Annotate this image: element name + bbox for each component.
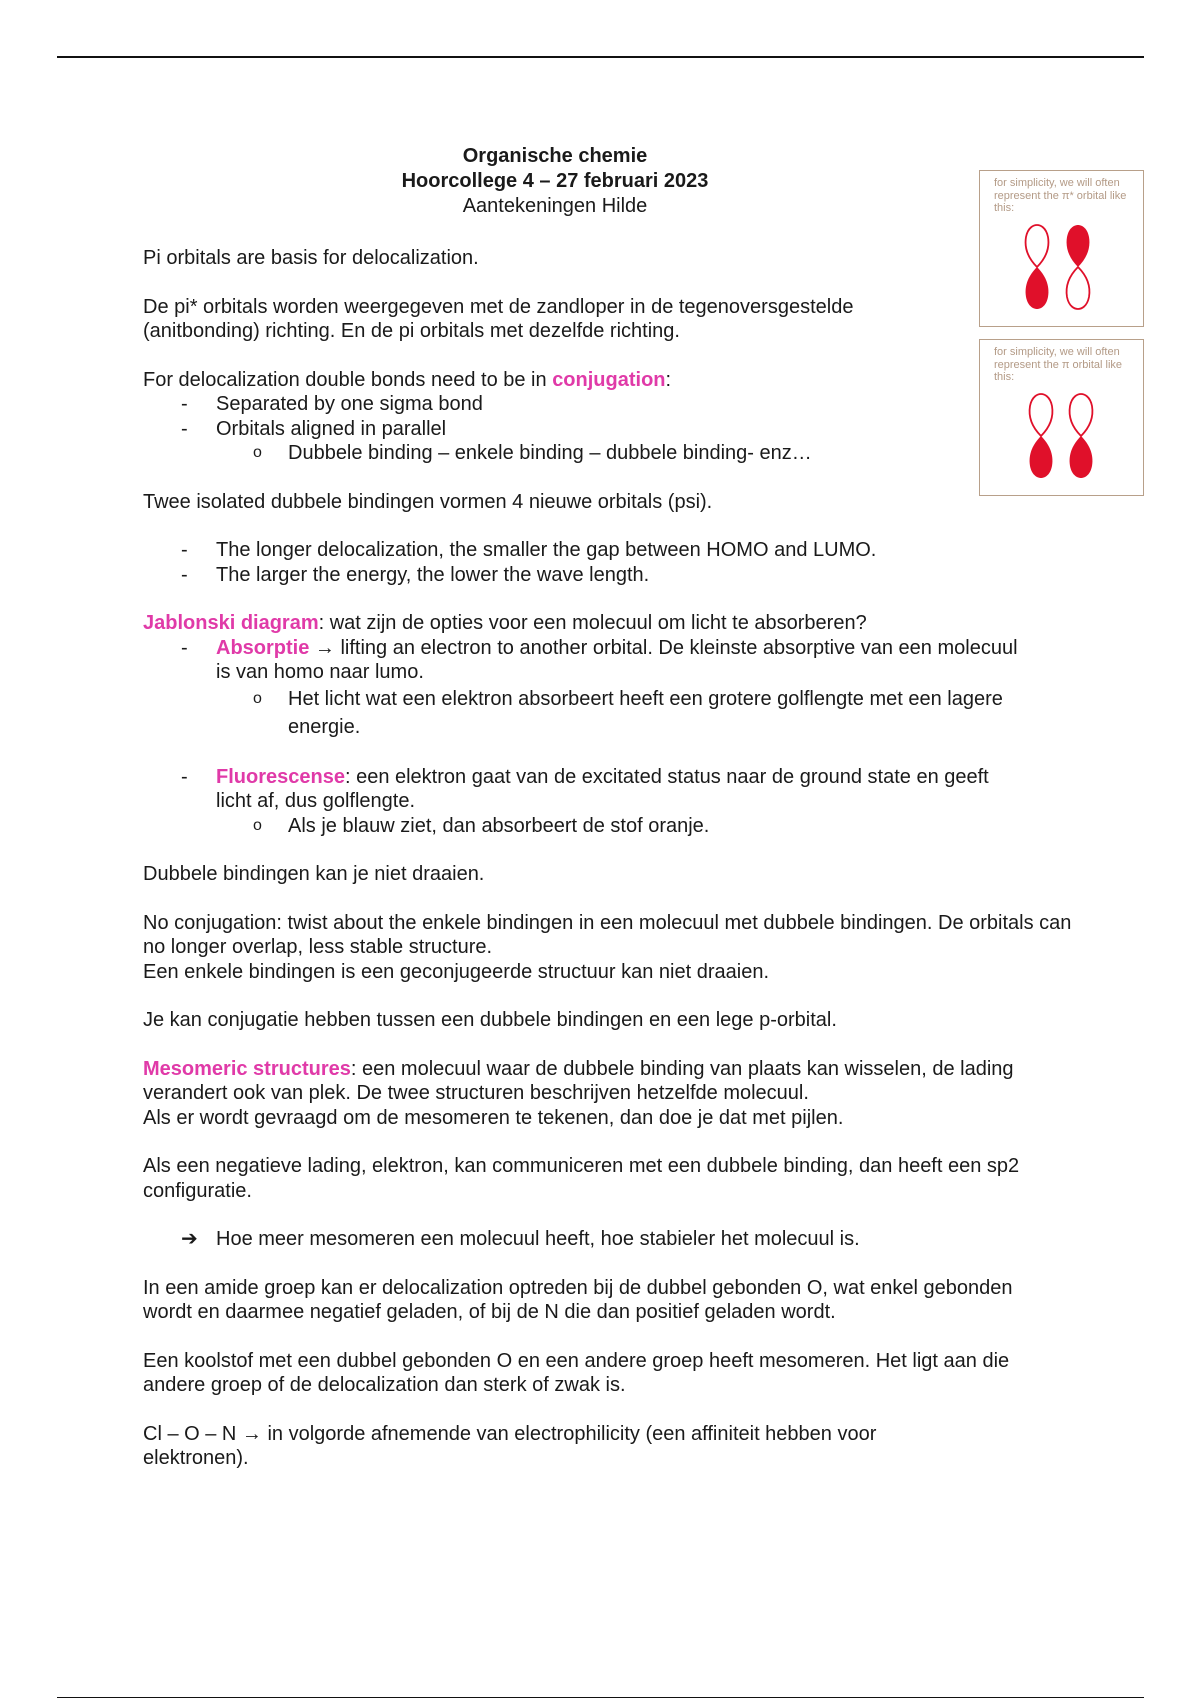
list-item-text: Dubbele binding – enkele binding – dubbele binding- enz… [288, 442, 812, 464]
highlight-term: Jablonski diagram [143, 612, 319, 634]
paragraph: In een amide groep kan er delocalization optreden bij de dubbel gebonden O, wat enkel gebonden wordt en daarmee negatief geladen, of bij de N die dan positief geladen wordt. [143, 1276, 1013, 1323]
circle-marker: o [253, 816, 262, 834]
paragraph: De pi* orbitals worden weergegeven met de zandloper in de tegenoversgestelde (anitbonding) richting. En de pi orbitals met dezelfde richting. [143, 295, 854, 342]
paragraph: Twee isolated dubbele bindingen vormen 4 nieuwe orbitals (psi). [143, 490, 713, 513]
list-item [143, 538, 1073, 563]
text: → lifting an electron to another orbital. De kleinste absorptive van een molecuul is van homo naar lumo. [216, 636, 1018, 683]
list-item-text: The longer delocalization, the smaller the gap between HOMO and LUMO. [216, 539, 877, 561]
list-item-text: Separated by one sigma bond [216, 393, 483, 415]
dash-marker: - [181, 636, 188, 659]
circle-marker: o [253, 689, 262, 707]
notes-body [143, 246, 1073, 1471]
paragraph: Een enkele bindingen is een geconjugeerde structuur kan niet draaien. [143, 960, 769, 983]
paragraph: Een koolstof met een dubbel gebonden O en een andere groep heeft mesomeren. Het ligt aan die andere groep of de delocalization dan sterk of zwak is. [143, 1349, 1010, 1396]
text: : wat zijn de opties voor een molecuul om licht te absorberen? [318, 612, 867, 634]
list-item [143, 417, 1073, 442]
list-item-text: Als je blauw ziet, dan absorbeert de stof oranje. [288, 814, 710, 837]
sub-list-item [143, 814, 1073, 839]
paragraph [143, 611, 1073, 636]
paragraph: No conjugation: twist about the enkele bindingen in een molecuul met dubbele bindingen. De orbitals can no longer overlap, less stable structure. [143, 911, 1072, 958]
dash-marker: - [181, 539, 188, 561]
list-item [143, 563, 1073, 588]
text: : [665, 368, 672, 391]
arrow-item [143, 1227, 1073, 1252]
document-title: Organische chemie [462, 145, 648, 167]
paragraph [143, 1057, 1073, 1106]
list-item-text: The larger the energy, the lower the wave length. [216, 563, 650, 586]
dash-marker: - [181, 765, 188, 788]
text: : een elektron gaat van de excitated status naar de ground state en geeft licht af, dus golflengte. [216, 765, 989, 812]
paragraph: Cl – O – N → in volgorde afnemende van electrophilicity (een affiniteit hebben voor elektronen). [143, 1422, 877, 1469]
bottom-rule [57, 1697, 1144, 1698]
paragraph: Je kan conjugatie hebben tussen een dubbele bindingen en een lege p-orbital. [143, 1009, 837, 1031]
author-line: Aantekeningen Hilde [462, 195, 648, 217]
paragraph: Als er wordt gevraagd om de mesomeren te tekenen, dan doe je dat met pijlen. [143, 1106, 844, 1129]
highlight-term: conjugation [552, 368, 666, 391]
sub-list-item [143, 685, 1028, 741]
text: For delocalization double bonds need to be in [143, 368, 553, 391]
paragraph: Dubbele bindingen kan je niet draaien. [143, 863, 485, 885]
top-rule [57, 56, 1144, 58]
highlight-term: Fluorescense [216, 765, 345, 788]
dash-marker: - [181, 393, 188, 415]
text: : een molecuul waar de dubbele binding van plaats kan wisselen, de lading verandert ook van plek. De twee structuren beschrijven hetzelfde molecuul. [143, 1057, 1014, 1104]
paragraph: Als een negatieve lading, elektron, kan communiceren met een dubbele binding, dan heeft een sp2 configuratie. [143, 1155, 1020, 1202]
highlight-term: Mesomeric structures [143, 1057, 351, 1080]
list-item-text: Hoe meer mesomeren een molecuul heeft, hoe stabieler het molecuul is. [216, 1228, 860, 1250]
list-item-text: Orbitals aligned in parallel [216, 417, 447, 440]
list-item [143, 392, 1073, 417]
arrow-marker: ➔ [181, 1228, 198, 1250]
sub-list-item [143, 441, 1073, 466]
circle-marker: o [253, 444, 262, 461]
highlight-term: Absorptie [216, 636, 310, 659]
figure-caption: for simplicity, we will often represent the π orbital like this: [994, 346, 1123, 383]
paragraph: Pi orbitals are basis for delocalization. [143, 247, 479, 269]
paragraph [143, 368, 1073, 393]
list-item-text: Het licht wat een elektron absorbeert heeft een grotere golflengte met een lagere energie. [288, 687, 1003, 738]
dash-marker: - [181, 563, 188, 586]
dash-marker: - [181, 417, 188, 440]
list-item [143, 765, 1026, 814]
document-header [330, 144, 780, 219]
lecture-subtitle: Hoorcollege 4 – 27 februari 2023 [401, 170, 709, 192]
list-item [143, 636, 1026, 685]
figure-caption: for simplicity, we will often represent the π* orbital like this: [994, 177, 1127, 214]
